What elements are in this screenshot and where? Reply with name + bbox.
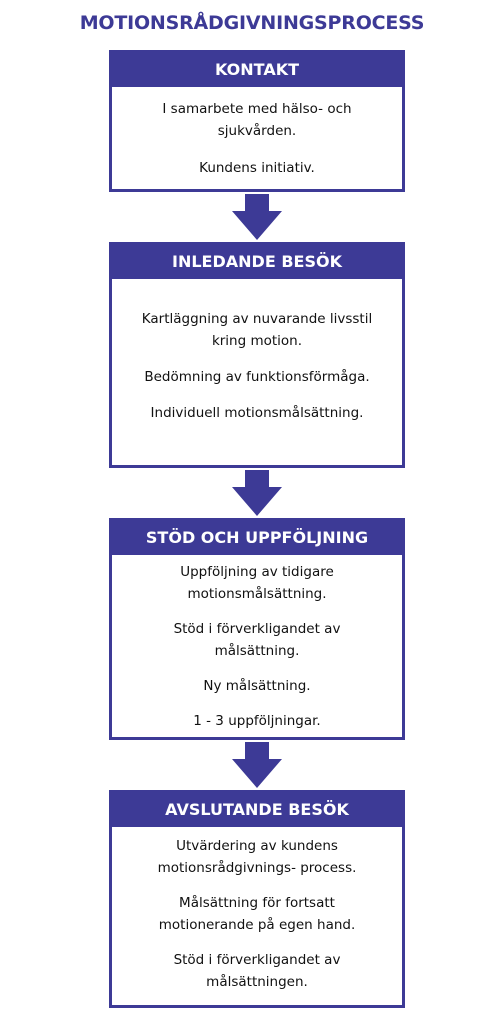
page-title: MOTIONSRÅDGIVNINGSPROCESS [79, 12, 425, 34]
step-heading: AVSLUTANDE BESÖK [112, 793, 402, 827]
step-item: Målsättning för fortsatt motionerande på egen hand. [158, 895, 356, 933]
arrow-down-icon [232, 742, 282, 788]
step-item: 1 - 3 uppföljningar. [193, 713, 321, 729]
step-body [112, 87, 402, 179]
step-item: Bedömning av funktionsförmåga. [144, 369, 370, 385]
step-box-avslutande-besok [109, 790, 405, 1008]
step-body [112, 555, 402, 732]
step-body [112, 827, 402, 993]
step-heading: STÖD OCH UPPFÖLJNING [112, 521, 402, 555]
step-item: Utvärdering av kundens motionsrådgivnings- process. [157, 838, 357, 876]
step-item: Stöd i förverkligandet av målsättning. [173, 621, 341, 659]
step-box-stod-och-uppfoljning [109, 518, 405, 740]
arrow-down-icon [232, 470, 282, 516]
step-item: Kundens initiativ. [199, 160, 315, 176]
step-item: Stöd i förverkligandet av målsättningen. [173, 952, 341, 990]
step-box-inledande-besok [109, 242, 405, 468]
step-box-kontakt [109, 50, 405, 192]
step-item: Uppföljning av tidigare motionsmålsättning. [180, 564, 334, 602]
step-item: Kartläggning av nuvarande livsstil kring motion. [141, 311, 373, 349]
step-heading: INLEDANDE BESÖK [112, 245, 402, 279]
step-item: I samarbete med hälso- och sjukvården. [162, 101, 352, 139]
step-heading: KONTAKT [112, 53, 402, 87]
step-body [112, 279, 402, 424]
step-item: Individuell motionsmålsättning. [150, 405, 364, 421]
arrow-down-icon [232, 194, 282, 240]
step-item: Ny målsättning. [203, 678, 311, 694]
